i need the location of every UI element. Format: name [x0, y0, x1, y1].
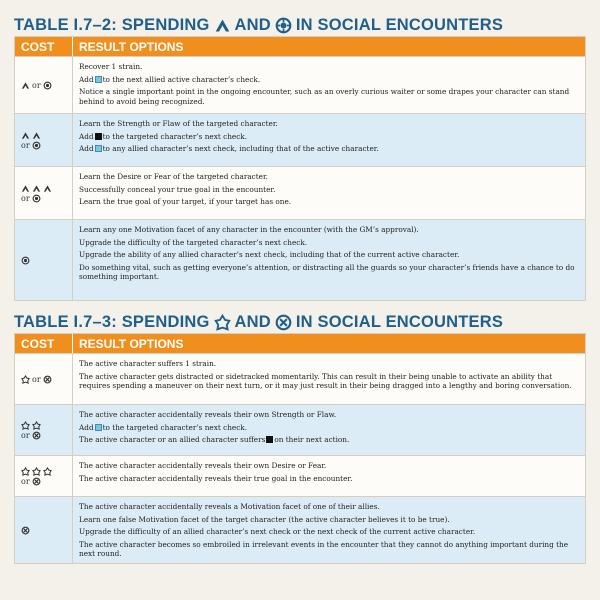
- option-pre: The active character or an allied character suffers: [79, 435, 266, 445]
- option-text: [79, 144, 579, 154]
- option-post: on their next action.: [274, 435, 350, 445]
- table-row: [15, 404, 585, 455]
- header-cost: COST: [15, 334, 73, 353]
- option-text: The active character accidentally reveals their own Strength or Flaw.: [79, 410, 337, 419]
- option-text: [79, 75, 579, 85]
- threat-despair-table: [14, 333, 586, 564]
- boost-die-icon: [95, 76, 102, 83]
- table-row: [15, 219, 585, 300]
- option-text: The active character accidentally reveals their own Desire or Fear.: [79, 461, 327, 470]
- despair-icon: [32, 431, 41, 440]
- advantage-triumph-table: [14, 36, 586, 301]
- result-options-cell: [73, 220, 585, 300]
- despair-icon: [275, 314, 292, 331]
- option-text: The active character becomes so embroiled in irrelevant events in the encounter that they cannot do anything important during the next round.: [79, 539, 569, 559]
- cost-cell: [15, 456, 73, 496]
- option-text: Notice a single important point in the ongoing encounter, such as an overly curious waiter or some drapes your character can stand behind to avoid being recognized.: [79, 87, 570, 106]
- setback-die-icon: [95, 133, 102, 140]
- result-options-cell: [73, 114, 585, 166]
- result-options-cell: [73, 497, 585, 563]
- cost-cell: [15, 167, 73, 219]
- header-result-options: RESULT OPTIONS: [79, 39, 184, 54]
- advantage-icon: [21, 131, 30, 140]
- result-options-cell: [73, 167, 585, 219]
- cost-or: or: [32, 80, 41, 90]
- advantage-icon: [21, 184, 30, 193]
- table-row: [15, 496, 585, 563]
- cost-or: or: [21, 140, 30, 150]
- table-title-advantage-triumph: [14, 14, 586, 36]
- threat-icon: [21, 467, 30, 476]
- header-cost: COST: [15, 37, 73, 56]
- threat-icon: [21, 421, 30, 430]
- title-suffix: IN SOCIAL ENCOUNTERS: [295, 16, 504, 34]
- advantage-icon: [214, 17, 231, 34]
- result-options-cell: [73, 354, 585, 404]
- option-post: to the targeted character’s next check.: [102, 422, 248, 432]
- cost-cell: [15, 114, 73, 166]
- cost-or: or: [21, 430, 30, 440]
- option-post: to the targeted character’s next check.: [102, 131, 248, 141]
- advantage-icon: [32, 184, 41, 193]
- title-suffix: IN SOCIAL ENCOUNTERS: [295, 313, 504, 331]
- cost-or: or: [21, 193, 30, 203]
- triumph-icon: [32, 141, 41, 150]
- boost-die-icon: [95, 145, 102, 152]
- setback-die-icon: [266, 436, 273, 443]
- option-text: Learn any one Motivation facet of any character in the encounter (with the GM’s approval).: [79, 225, 419, 234]
- cost-cell: [15, 354, 73, 404]
- option-text: Upgrade the difficulty of the targeted character’s next check.: [79, 237, 308, 247]
- triumph-icon: [21, 256, 30, 265]
- option-text: The active character gets distracted or sidetracked momentarily. This can result in their being unable to activate an ability that requires spending a maneuver on their next turn, or it may just result in their being dragged into a lengthy and boring conversation.: [79, 371, 572, 391]
- option-text: Learn the Strength or Flaw of the targeted character.: [79, 119, 278, 128]
- option-text: The active character suffers 1 strain.: [79, 359, 217, 368]
- option-text: [79, 423, 579, 433]
- table-row: [15, 166, 585, 219]
- threat-icon: [32, 421, 41, 430]
- option-text: Learn one false Motivation facet of the target character (the active character believes it to be true).: [79, 514, 450, 524]
- result-options-cell: [73, 456, 585, 496]
- table-row: [15, 113, 585, 166]
- advantage-icon: [43, 184, 52, 193]
- title-and: AND: [234, 16, 271, 34]
- cost-or: or: [32, 374, 41, 384]
- title-prefix: TABLE I.7–3: SPENDING: [14, 313, 210, 331]
- cost-cell: [15, 405, 73, 455]
- option-text: Learn the Desire or Fear of the targeted character.: [79, 172, 269, 181]
- despair-icon: [32, 477, 41, 486]
- title-and: AND: [234, 313, 271, 331]
- option-text: [79, 132, 579, 142]
- table-header: [15, 334, 585, 353]
- table-row: [15, 455, 585, 496]
- option-post: to any allied character’s next check, including that of the active character.: [102, 144, 379, 154]
- threat-icon: [21, 375, 30, 384]
- despair-icon: [21, 526, 30, 535]
- advantage-icon: [32, 131, 41, 140]
- boost-die-icon: [95, 424, 102, 431]
- option-pre: Add: [79, 144, 94, 154]
- option-text: The active character accidentally reveals their true goal in the encounter.: [79, 473, 353, 483]
- cost-or: or: [21, 476, 30, 486]
- advantage-icon: [21, 81, 30, 90]
- threat-icon: [214, 314, 231, 331]
- option-text: [79, 435, 579, 445]
- cost-cell: [15, 220, 73, 300]
- header-result-options: RESULT OPTIONS: [79, 336, 184, 351]
- title-prefix: TABLE I.7–2: SPENDING: [14, 16, 210, 34]
- despair-icon: [43, 375, 52, 384]
- option-text: Do something vital, such as getting everyone’s attention, or distracting all the guards so your character’s friends have a chance to do something important.: [79, 262, 575, 282]
- page: [14, 14, 586, 564]
- table-row: [15, 353, 585, 404]
- option-pre: Add: [79, 422, 94, 432]
- option-post: to the next allied active character’s check.: [102, 74, 261, 84]
- option-text: Recover 1 strain.: [79, 62, 143, 71]
- threat-icon: [32, 467, 41, 476]
- result-options-cell: [73, 57, 585, 113]
- option-text: Successfully conceal your true goal in the encounter.: [79, 184, 276, 194]
- table-header: [15, 37, 585, 56]
- cost-cell: [15, 57, 73, 113]
- option-text: Upgrade the ability of any allied character’s next check, including that of the current active character.: [79, 250, 460, 260]
- option-pre: Add: [79, 131, 94, 141]
- threat-icon: [43, 467, 52, 476]
- option-pre: Add: [79, 74, 94, 84]
- table-row: [15, 56, 585, 113]
- triumph-icon: [275, 17, 292, 34]
- option-text: Learn the true goal of your target, if your target has one.: [79, 197, 292, 207]
- option-text: The active character accidentally reveals a Motivation facet of one of their allies.: [79, 502, 380, 511]
- option-text: Upgrade the difficulty of an allied character’s next check or the next check of the current active character.: [79, 527, 476, 537]
- result-options-cell: [73, 405, 585, 455]
- table-title-threat-despair: [14, 311, 586, 333]
- cost-cell: [15, 497, 73, 563]
- triumph-icon: [43, 81, 52, 90]
- triumph-icon: [32, 194, 41, 203]
